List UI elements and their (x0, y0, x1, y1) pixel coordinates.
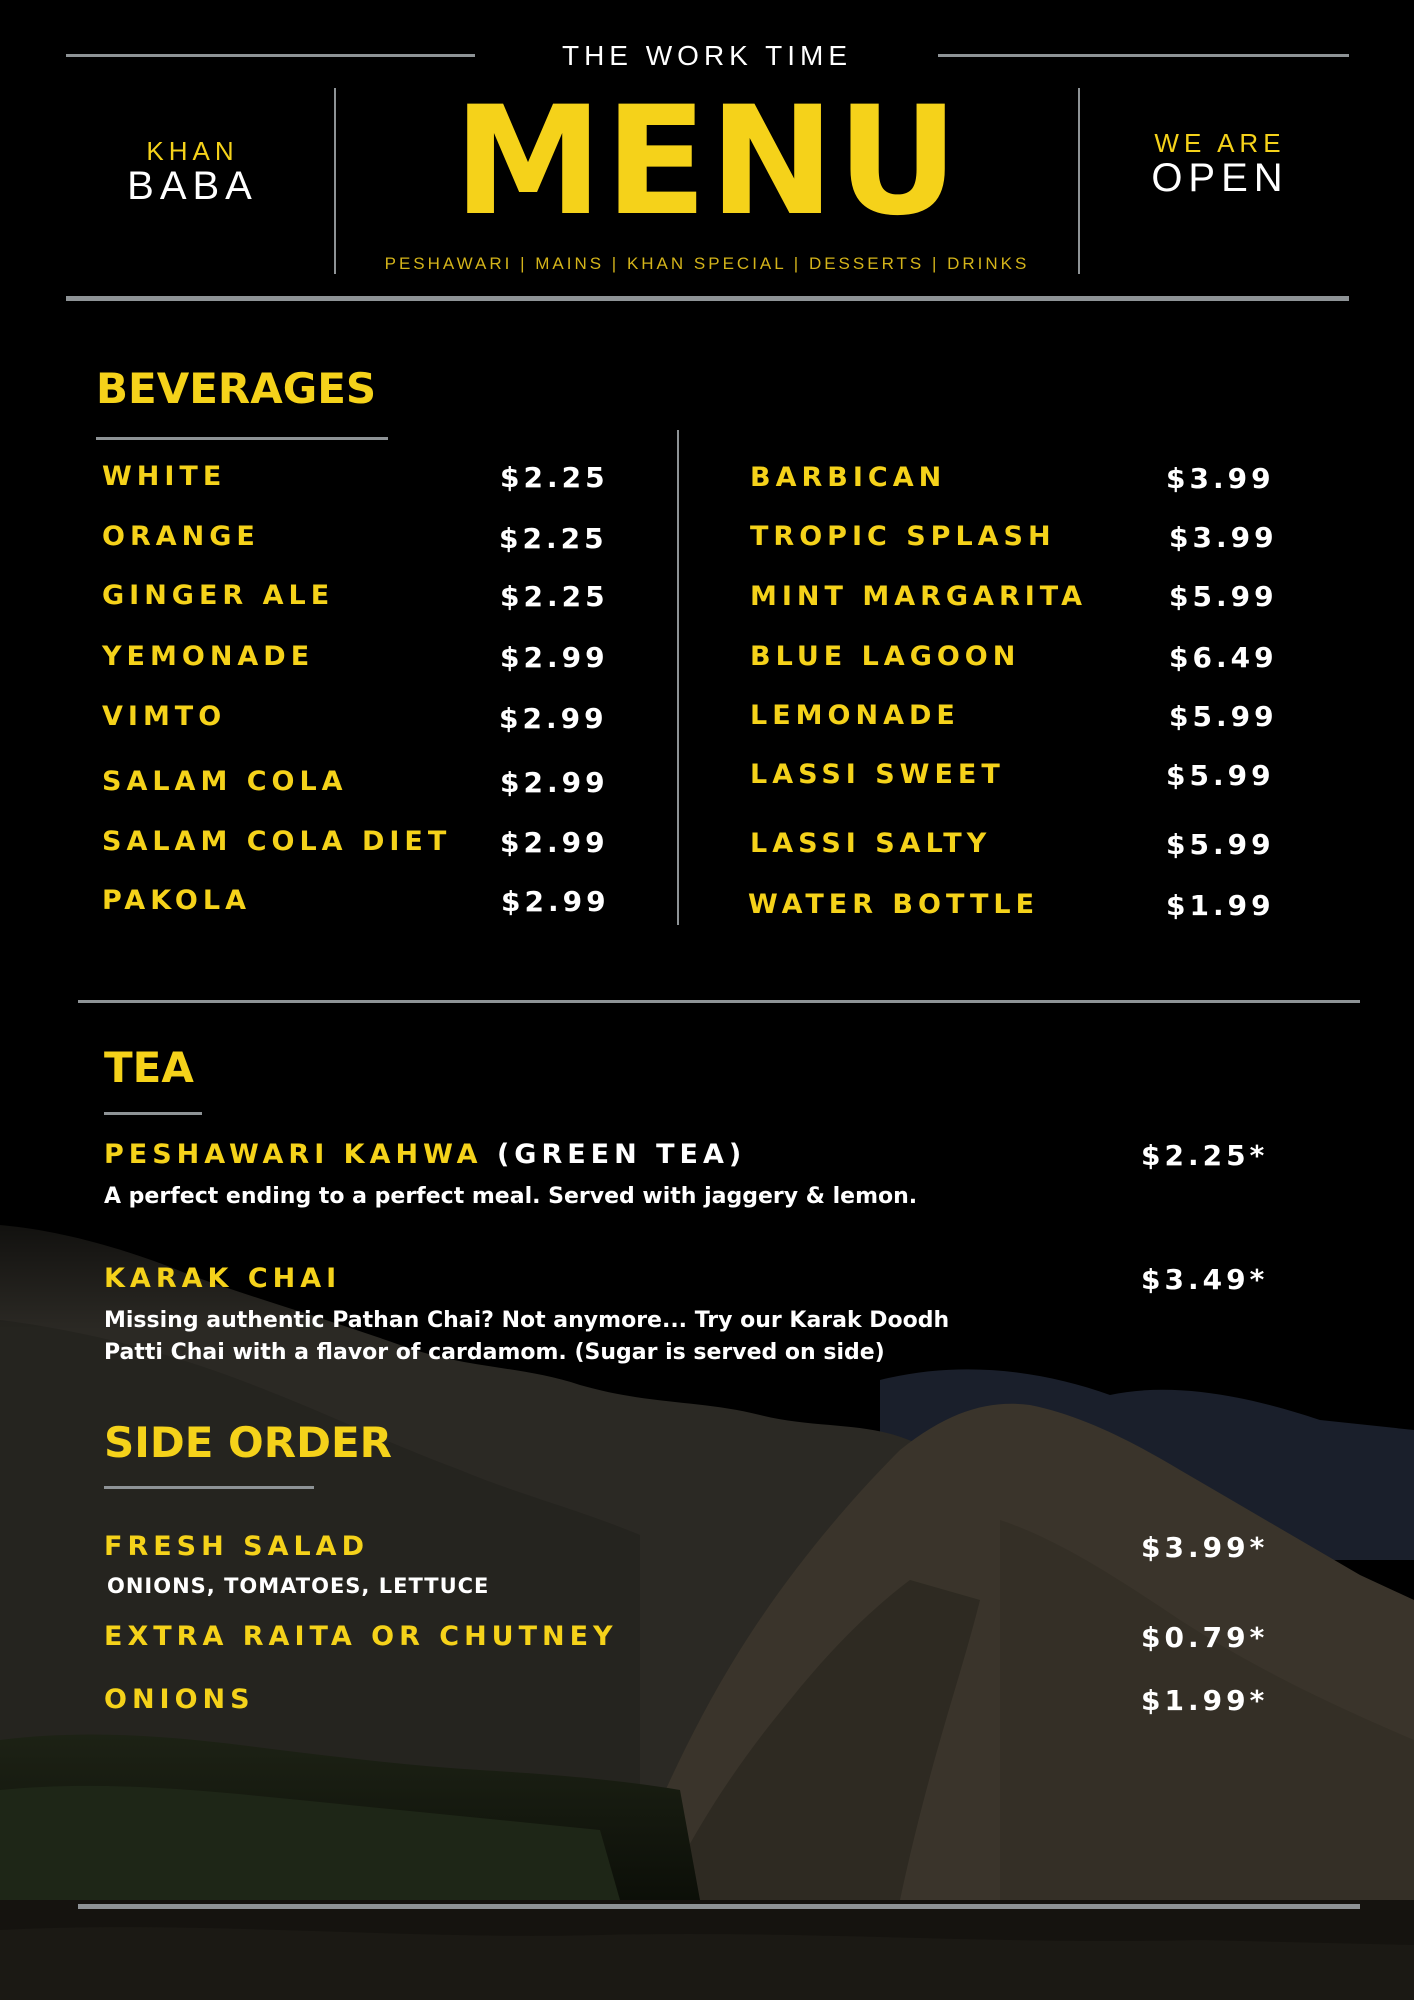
beverage-name: BARBICAN (750, 462, 947, 493)
brand-name-top: KHAN (146, 136, 239, 166)
beverage-name: MINT MARGARITA (750, 581, 1087, 612)
beverage-name: GINGER ALE (102, 580, 335, 611)
beverage-price: $2.99 (500, 766, 609, 799)
beverage-price: $2.99 (501, 885, 610, 918)
beverage-name: WATER BOTTLE (748, 889, 1040, 920)
beverage-name: WHITE (102, 461, 227, 492)
tea-item-description: A perfect ending to a perfect meal. Served with jaggery & lemon. (104, 1184, 918, 1209)
beverage-name: YEMONADE (102, 641, 315, 672)
beverage-name: VIMTO (102, 701, 227, 732)
side-item-name: ONIONS (104, 1684, 255, 1715)
beverage-price: $2.99 (499, 702, 608, 735)
beverage-price: $5.99 (1166, 759, 1275, 792)
tea-item-description: Missing authentic Pathan Chai? Not anymore... Try our Karak Doodh (104, 1308, 950, 1333)
tea-title-underline (104, 1112, 202, 1115)
beverages-title-underline (96, 437, 388, 440)
tea-item-price: $2.25* (1141, 1139, 1269, 1172)
status-bottom: OPEN (1151, 156, 1289, 200)
side-item-name: FRESH SALAD (104, 1531, 369, 1562)
side-item-name: EXTRA RAITA OR CHUTNEY (104, 1621, 618, 1652)
beverage-name: BLUE LAGOON (750, 641, 1021, 672)
beverage-price: $5.99 (1169, 580, 1278, 613)
side-item-price: $0.79* (1141, 1621, 1269, 1654)
beverage-name: LEMONADE (750, 700, 960, 731)
beverage-price: $2.25 (500, 580, 609, 613)
side-order-title-underline (104, 1486, 314, 1489)
beverage-name: PAKOLA (102, 885, 251, 916)
header-bottom-rule (66, 296, 1349, 301)
header-subtitle: THE WORK TIME (561, 40, 853, 71)
beverage-name: ORANGE (102, 521, 260, 552)
beverages-column-divider (677, 430, 679, 925)
beverage-price: $2.99 (500, 641, 609, 674)
tea-item-description: Patti Chai with a flavor of cardamom. (Sugar is served on side) (104, 1340, 885, 1365)
beverage-name: LASSI SWEET (750, 759, 1005, 790)
beverage-price: $2.99 (500, 826, 609, 859)
tea-item-name (104, 1139, 746, 1170)
footer-rule (78, 1904, 1360, 1909)
status-top: WE ARE (1154, 128, 1286, 158)
beverage-price: $5.99 (1169, 700, 1278, 733)
beverage-name: LASSI SALTY (750, 828, 992, 859)
beverage-price: $6.49 (1169, 641, 1278, 674)
beverage-price: $1.99 (1166, 889, 1275, 922)
beverage-price: $2.25 (500, 461, 609, 494)
side-order-title: SIDE ORDER (104, 1418, 392, 1467)
beverage-name: TROPIC SPLASH (750, 521, 1056, 552)
side-item-description: ONIONS, TOMATOES, LETTUCE (107, 1574, 490, 1598)
side-item-price: $1.99* (1141, 1684, 1269, 1717)
beverage-price: $2.25 (499, 522, 608, 555)
beverages-title: BEVERAGES (96, 364, 377, 413)
beverage-name: SALAM COLA (102, 766, 348, 797)
brand-name-bottom: BABA (127, 164, 258, 208)
tea-item-note: (GREEN TEA) (482, 1139, 747, 1170)
tea-title: TEA (104, 1043, 194, 1092)
side-item-price: $3.99* (1141, 1531, 1269, 1564)
beverages-bottom-rule (78, 1000, 1360, 1003)
category-nav: PESHAWARI | MAINS | KHAN SPECIAL | DESSERTS | DRINKS (384, 254, 1030, 273)
tea-item-name: KARAK CHAI (104, 1263, 342, 1294)
tea-item-price: $3.49* (1141, 1263, 1269, 1296)
page-title: MENU (453, 75, 961, 249)
beverage-price: $3.99 (1169, 521, 1278, 554)
beverage-price: $5.99 (1166, 828, 1275, 861)
beverage-name: SALAM COLA DIET (102, 826, 452, 857)
tea-item-label: PESHAWARI KAHWA (104, 1139, 483, 1170)
beverage-price: $3.99 (1166, 462, 1275, 495)
